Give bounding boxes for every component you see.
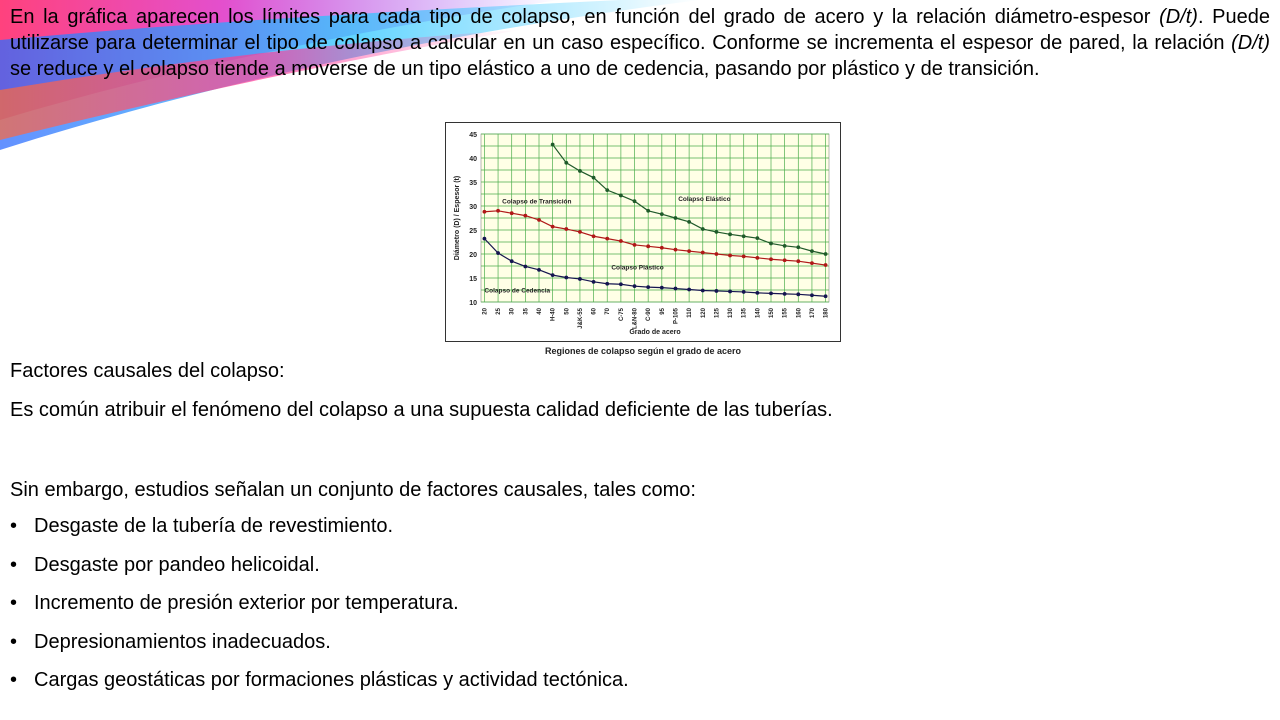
data-point [605,188,609,192]
data-point [769,257,773,261]
y-tick-label: 35 [469,180,477,187]
data-point [578,230,582,234]
data-point [769,242,773,246]
data-point [728,254,732,258]
list-item [10,630,629,669]
data-point [755,291,759,295]
data-point [605,282,609,286]
data-point [715,252,719,256]
list-item [10,514,629,553]
x-tick-label: 30 [509,308,516,315]
x-tick-label: 125 [714,308,721,319]
data-point [551,143,555,147]
data-point [796,292,800,296]
data-point [824,252,828,256]
factors-heading: Factores causales del colapso: [10,360,285,382]
x-tick-label: 180 [823,308,830,319]
x-tick-label: 60 [591,308,598,315]
data-point [510,259,514,263]
x-tick-label: 50 [564,308,571,315]
data-point [742,234,746,238]
x-tick-label: 150 [769,308,775,319]
intro-text-1: En la gráfica aparecen los límites para cada tipo de colapso, en función del grado de acero y la relación diámetro-espesor [10,6,1160,28]
data-point [687,249,691,253]
data-point [783,258,787,262]
data-point [496,251,500,255]
y-tick-label: 40 [469,156,477,163]
data-point [660,212,664,216]
series-label: Colapso Elástico [678,196,731,204]
data-point [687,288,691,292]
y-tick-label: 20 [469,252,477,259]
data-point [564,227,568,231]
chart-svg [447,124,839,340]
factors-list [10,514,629,707]
x-tick-label: C-75 [618,308,625,322]
data-point [483,210,487,214]
data-point [755,256,759,260]
x-tick-label: 160 [796,308,803,319]
x-tick-label: 70 [605,308,612,315]
y-axis-label: Diámetro (D) / Espesor (t) [454,175,461,261]
x-tick-label: 170 [809,308,816,319]
data-point [523,265,527,269]
data-point [674,248,678,252]
y-tick-label: 25 [469,228,477,235]
data-point [578,169,582,173]
data-point [715,230,719,234]
x-tick-label: C-90 [646,308,653,322]
x-tick-label: 130 [728,308,735,319]
data-point [687,220,691,224]
data-point [660,246,664,250]
data-point [755,236,759,240]
x-axis-label: Grado de acero [629,329,681,336]
x-tick-label: 110 [687,308,694,318]
slide-content [10,0,1270,82]
data-point [824,294,828,298]
intro-text-3: se reduce y el colapso tiende a moverse de un tipo elástico a uno de cedencia, pasando por plástico y de transición. [10,58,1040,80]
list-item-text: Incremento de presión exterior por temperatura. [34,592,459,614]
bullet-marker: • [10,630,18,653]
intro-paragraph [10,0,1270,82]
data-point [783,292,787,296]
data-point [796,245,800,249]
list-item-text: Cargas geostáticas por formaciones plásticas y actividad tectónica. [34,669,629,691]
data-point [483,237,487,241]
data-point [810,249,814,253]
data-point [537,218,541,222]
data-point [796,259,800,263]
series-label: Colapso de Cedencia [484,287,551,295]
bullet-marker: • [10,553,18,576]
x-tick-label: 25 [496,308,503,315]
x-tick-label: 95 [659,308,666,315]
data-point [578,277,582,281]
data-point [619,282,623,286]
data-point [633,243,637,247]
y-tick-label: 15 [469,276,477,283]
data-point [592,280,596,284]
paragraph-quality: Es común atribuir el fenómeno del colapso a una supuesta calidad deficiente de las tuberías. [10,399,833,421]
data-point [728,232,732,236]
data-point [646,285,650,289]
x-tick-label: 35 [523,308,530,315]
data-point [551,225,555,229]
data-point [701,227,705,231]
list-item-text: Depresionamientos inadecuados. [34,630,331,653]
x-tick-label: 135 [741,308,748,319]
data-point [496,209,500,213]
x-tick-label: 120 [700,308,707,319]
data-point [537,268,541,272]
data-point [619,239,623,243]
data-point [646,209,650,213]
collapse-chart [445,122,841,360]
data-point [605,237,609,241]
bullet-marker: • [10,592,18,614]
data-point [523,214,527,218]
bullet-marker: • [10,669,18,691]
series-label: Colapso Plástico [611,264,664,272]
data-point [824,263,828,267]
data-point [619,194,623,198]
y-tick-label: 45 [469,132,477,139]
x-tick-label: 20 [482,308,489,315]
x-tick-label: P-105 [673,308,680,325]
list-item-text: Desgaste por pandeo helicoidal. [34,553,320,576]
data-point [701,251,705,255]
list-item [10,591,629,630]
y-tick-label: 30 [469,204,477,211]
y-tick-label: 10 [469,300,477,307]
intro-ratio-1: (D/t) [1159,6,1198,28]
chart-frame [445,122,841,342]
data-point [633,284,637,288]
bullet-marker: • [10,515,18,537]
data-point [769,291,773,295]
intro-text-2: . Puede utilizarse para determinar el tipo de colapso a calcular en un caso específico. Conforme se incrementa el espesor de pared, la relación [10,6,1270,54]
data-point [783,244,787,248]
series-label: Colapso de Transición [502,198,572,206]
x-tick-label: H-40 [550,308,557,322]
paragraph-factors: Sin embargo, estudios señalan un conjunto de factores causales, tales como: [10,479,696,501]
data-point [564,276,568,280]
data-point [742,290,746,294]
data-point [742,255,746,259]
data-point [592,176,596,180]
data-point [660,286,664,290]
data-point [564,161,568,165]
data-point [810,261,814,265]
x-tick-label: J&K-55 [577,308,584,329]
x-tick-label: 155 [782,308,789,319]
list-item [10,553,629,592]
data-point [728,290,732,294]
data-point [551,273,555,277]
x-tick-label: 40 [537,308,543,315]
x-tick-label: 140 [755,308,762,319]
list-item-text: Desgaste de la tubería de revestimiento. [34,515,394,537]
x-tick-label: L&N-80 [632,308,639,330]
data-point [646,244,650,248]
chart-caption: Regiones de colapso según el grado de acero [544,346,742,356]
intro-ratio-2: (D/t) [1231,32,1270,54]
list-item [10,668,629,707]
data-point [510,211,514,215]
data-point [674,287,678,291]
data-point [633,199,637,203]
data-point [701,289,705,293]
data-point [715,289,719,293]
data-point [592,234,596,238]
data-point [810,293,814,297]
data-point [674,216,678,220]
